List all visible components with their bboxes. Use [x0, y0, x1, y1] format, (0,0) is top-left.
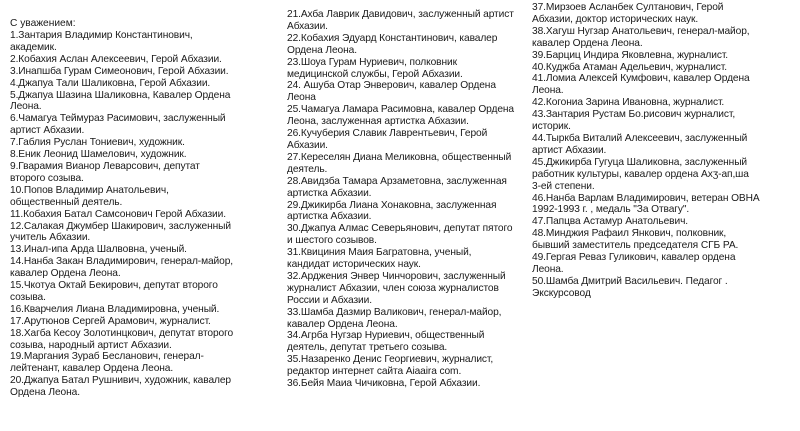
signatory-entry: 41.Ломиа Алексей Кумфович, кавалер Ордена Леона.	[532, 73, 750, 97]
signatory-entry: 4.Джапуа Тали Шаликовна, Герой Абхазии.	[10, 77, 211, 89]
signatory-entry: 18.Хагба Кесоу Золотинцкович, депутат второго созыва, народный артист Абхазии.	[10, 327, 234, 351]
signatory-entry: 30.Джапуа Алмас Северьянович, депутат пятого и шестого созывов.	[287, 223, 513, 247]
signatory-entry: 36.Бейя Маиа Чичиковна, Герой Абхазии.	[287, 378, 481, 390]
signatory-entry: 47.Папцва Астамур Анатольевич.	[532, 216, 689, 228]
signatory-entry: 24. Ашуба Отар Энверович, кавалер Ордена Леона	[287, 80, 496, 104]
signatory-entry: 35.Назаренко Денис Георгиевич, журналист, редактор интернет сайта Aiaaira com.	[287, 354, 494, 378]
signatory-entry: 27.Кереселян Диана Меликовна, общественный деятель.	[287, 151, 512, 175]
signatory-entry: 25.Чамагуа Ламара Расимовна, кавалер Ордена Леона, заслуженная артистка Абхазии.	[287, 104, 514, 128]
signatory-entry: 14.Нанба Закан Владимирович, генерал-майор, кавалер Ордена Леона.	[10, 256, 234, 280]
signatory-entry: 40.Куджба Атаман Адельевич, журналист.	[532, 61, 727, 73]
signatory-entry: 32.Арджения Энвер Чинчорович, заслуженный журналист Абхазии, член союза журналистов России и Абхазии.	[287, 270, 506, 306]
signatory-entry: 10.Попов Владимир Анатольевич, общественный деятель.	[10, 184, 169, 208]
signatory-entry: 13.Инал-ипа Арда Шалвовна, ученый.	[10, 244, 187, 256]
signatory-entry: 19.Маргания Зураб Бесланович, генерал- лейтенант, кавалер Ордена Леона.	[10, 351, 204, 375]
signatory-entry: 48.Минджия Рафаил Янкович, полковник, бывший заместитель председателя СГБ РА.	[532, 228, 739, 252]
signatory-entry: 23.Шоуа Гурам Нуриевич, полковник медицинской службы, Герой Абхазии.	[287, 56, 463, 80]
signatories-column-3	[532, 2, 794, 300]
signatory-entry: 17.Арутюнов Сергей Арамович, журналист.	[10, 315, 211, 327]
signatory-entry: 20.Джапуа Батал Рушнивич, художник, кавалер Ордена Леона.	[10, 375, 231, 399]
signatory-entry: 44.Тыркба Виталий Алексеевич, заслуженный артист Абхазии.	[532, 132, 748, 156]
signatory-entry: 21.Ахба Лаврик Давидович, заслуженный артист Абхазии.	[287, 9, 514, 32]
signatory-entry: 11.Кобахия Батал Самсонович Герой Абхазии.	[10, 208, 226, 220]
signatory-entry: 31.Квициния Маия Багратовна, ученый, кандидат исторических наук.	[287, 247, 472, 271]
signatory-entry: 29.Джикирба Лиана Хонаковна, заслуженная артистка Абхазии.	[287, 199, 497, 223]
signatory-entry: 42.Когониа Зарина Ивановна, журналист.	[532, 97, 725, 109]
signatory-entry: 38.Хагуш Нугзар Анатольевич, генерал-майор, кавалер Ордена Леона.	[532, 25, 750, 49]
signatory-entry: 26.Кучуберия Славик Лаврентьевич, Герой Абхазии.	[287, 128, 488, 151]
signatory-entry: 15.Чкотуа Октай Бекирович, депутат второго созыва.	[10, 280, 218, 303]
signatory-entry: 45.Джикирба Гугуца Шаликовна, заслуженный работник культуры, кавалер ордена Ахӡ-ап,ша 3-ей степени.	[532, 156, 749, 192]
signatory-entry: 8.Еник Леонид Шамелович, художник.	[10, 149, 187, 161]
greeting-text: С уважением:	[10, 18, 76, 29]
signatory-entry: 46.Нанба Варлам Владимирович, ветеран ОВНА 1992-1993 г. , медаль "За Отвагу".	[532, 192, 760, 216]
signatory-entry: 7.Габлия Руслан Тониевич, художник.	[10, 137, 185, 149]
signatory-entry: 16.Кварчелия Лиана Владимировна, ученый.	[10, 303, 220, 315]
signatory-entry: 39.Барциц Индира Яковлевна, журналист.	[532, 49, 729, 61]
signatory-entry: 9.Гварамия Вианор Леварсович, депутат второго созыва.	[10, 160, 200, 184]
signatory-entry: 1.Зантария Владимир Константинович, академик.	[10, 30, 193, 53]
signatory-entry: 12.Салакая Джумбер Шакирович, заслуженный учитель Абхазии.	[10, 220, 231, 244]
signatory-entry: 2.Кобахия Аслан Алексеевич, Герой Абхазии.	[10, 53, 222, 65]
signatory-entry: 37.Мирзоев Асланбек Султанович, Герой Абхазии, доктор исторических наук.	[532, 2, 724, 25]
signatory-entry: 22.Кобахия Эдуард Константинович, кавалер Ордена Леона.	[287, 32, 498, 56]
signatory-entry: 5.Джапуа Шазина Шаликовна, Кавалер Ордена Леона.	[10, 89, 231, 113]
signatory-entry: 33.Шамба Дазмир Валикович, генерал-майор, кавалер Ордена Леона.	[287, 306, 502, 330]
signatories-column-1	[10, 30, 272, 399]
signatory-entry: 34.Агрба Нугзар Нуриевич, общественный деятель, депутат третьего созыва.	[287, 330, 485, 354]
signatory-entry: 43.Зантария Рустам Бо.рисович журналист, историк.	[532, 109, 736, 133]
signatory-entry: 6.Чамагуа Теймураз Расимович, заслуженный артист Абхазии.	[10, 113, 226, 137]
signatory-entry: 50.Шамба Дмитрий Васильевич. Педагог . Экскурсовод	[532, 275, 728, 299]
signatory-entry: 49.Гергая Ревaз Гуликович, кавалер ордена Леона.	[532, 252, 736, 275]
signatory-entry: 3.Инапшба Гурам Симеонович, Герой Абхазии.	[10, 65, 229, 77]
signatory-entry: 28.Авидзба Тамара Арзаметовна, заслуженная артистка Абхазии.	[287, 175, 507, 199]
signatories-column-2	[287, 9, 527, 390]
